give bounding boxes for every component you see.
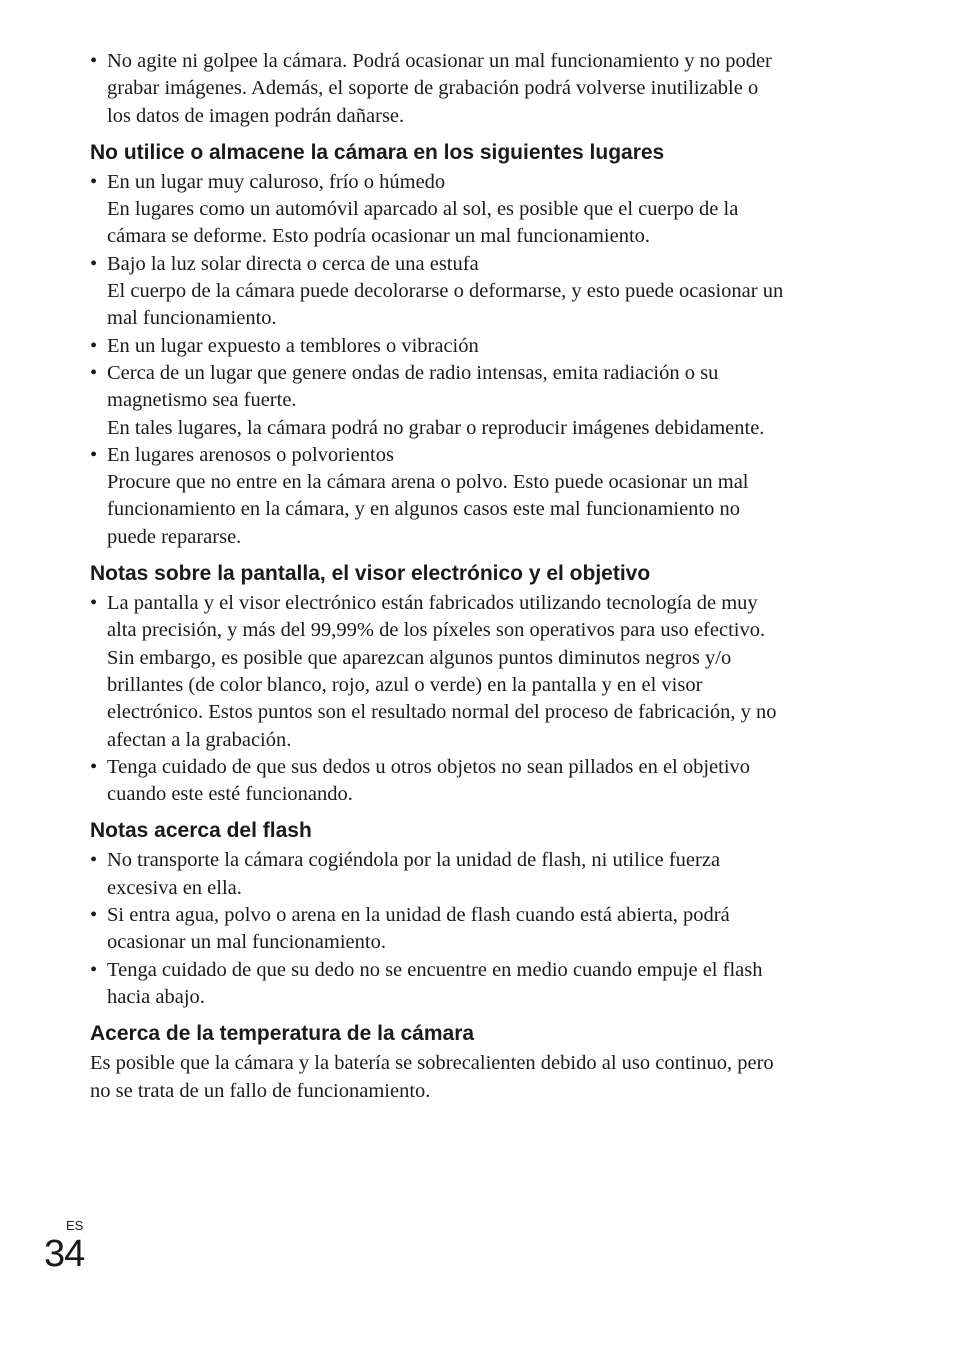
page-footer — [44, 1218, 84, 1274]
text-line: hacia abajo. — [107, 985, 205, 1008]
text-line: mal funcionamiento. — [107, 307, 277, 330]
text-line: • Tenga cuidado de que su dedo no se encuentre en medio cuando empuje el flash — [107, 958, 763, 981]
text-line: Sin embargo, es posible que aparezcan algunos puntos diminutos negros y/o — [107, 646, 732, 669]
text-line: puede repararse. — [107, 525, 242, 548]
text-line: • Bajo la luz solar directa o cerca de una estufa — [107, 252, 479, 275]
text-line: • No transporte la cámara cogiéndola por la unidad de flash, ni utilice fuerza — [107, 849, 721, 872]
list-item — [90, 957, 850, 1012]
text-line: • En un lugar expuesto a temblores o vibración — [107, 334, 479, 357]
text-line: brillantes (de color blanco, rojo, azul o verde) en la pantalla y en el visor — [107, 673, 703, 696]
text-line: • Cerca de un lugar que genere ondas de radio intensas, emita radiación o su — [107, 361, 719, 384]
text-line: los datos de imagen podrán dañarse. — [107, 104, 405, 127]
list-item — [90, 169, 850, 251]
section-heading-flash: Notas acerca del flash — [90, 819, 312, 843]
text-line: no se trata de un fallo de funcionamiento. — [90, 1079, 431, 1102]
text-line: electrónico. Estos puntos son el resultado normal del proceso de fabricación, y no — [107, 701, 777, 724]
list-item — [90, 360, 850, 442]
text-line: cuando este esté funcionando. — [107, 783, 353, 806]
list-item — [90, 902, 850, 957]
text-line: excesiva en ella. — [107, 876, 242, 899]
section-heading-screen-viewfinder-lens: Notas sobre la pantalla, el visor electrónico y el objetivo — [90, 562, 651, 586]
text-line: • No agite ni golpee la cámara. Podrá ocasionar un mal funcionamiento y no poder — [107, 50, 772, 72]
list-item — [90, 754, 850, 809]
list-item — [90, 847, 850, 902]
text-line: grabar imágenes. Además, el soporte de grabación podrá volverse inutilizable o — [107, 77, 759, 100]
text-line: Procure que no entre en la cámara arena o polvo. Esto puede ocasionar un mal — [107, 471, 749, 494]
text-line: Es posible que la cámara y la batería se sobrecalienten debido al uso continuo, pero — [90, 1052, 774, 1075]
page-content — [90, 48, 850, 1105]
screen-viewfinder-list — [90, 590, 850, 808]
temperature-paragraph — [90, 1050, 850, 1105]
text-line: • En un lugar muy caluroso, frío o húmedo — [107, 170, 446, 193]
list-item — [90, 333, 850, 360]
text-line: En tales lugares, la cámara podrá no grabar o reproducir imágenes debidamente. — [107, 416, 765, 439]
list-item — [90, 590, 850, 754]
flash-list — [90, 847, 850, 1011]
text-line: ocasionar un mal funcionamiento. — [107, 931, 386, 954]
text-line: El cuerpo de la cámara puede decolorarse o deformarse, y esto puede ocasionar un — [107, 280, 784, 303]
text-line: En lugares como un automóvil aparcado al sol, es posible que el cuerpo de la — [107, 198, 739, 221]
text-line: alta precisión, y más del 99,99% de los píxeles son operativos para uso efectivo. — [107, 619, 766, 642]
text-line: magnetismo sea fuerte. — [107, 389, 297, 412]
text-line: • Tenga cuidado de que sus dedos u otros objetos no sean pillados en el objetivo — [107, 755, 751, 778]
text-line: • Si entra agua, polvo o arena en la unidad de flash cuando está abierta, podrá — [107, 904, 730, 927]
storage-locations-list — [90, 169, 850, 551]
intro-list — [90, 48, 850, 130]
text-line: cámara se deforme. Esto podría ocasionar un mal funcionamiento. — [107, 225, 651, 248]
section-heading-temperature: Acerca de la temperatura de la cámara — [90, 1022, 475, 1046]
intro-bullet — [90, 48, 850, 130]
page-number: 34 — [44, 1233, 85, 1275]
list-item — [90, 251, 850, 333]
text-line: afectan a la grabación. — [107, 728, 292, 751]
text-line: • En lugares arenosos o polvorientos — [107, 443, 394, 466]
list-item — [90, 442, 850, 551]
text-line: funcionamiento en la cámara, y en algunos casos este mal funcionamiento no — [107, 498, 741, 521]
language-code: ES — [66, 1218, 84, 1233]
text-line: • La pantalla y el visor electrónico están fabricados utilizando tecnología de muy — [107, 592, 758, 615]
section-heading-storage-locations: No utilice o almacene la cámara en los siguientes lugares — [90, 140, 665, 164]
